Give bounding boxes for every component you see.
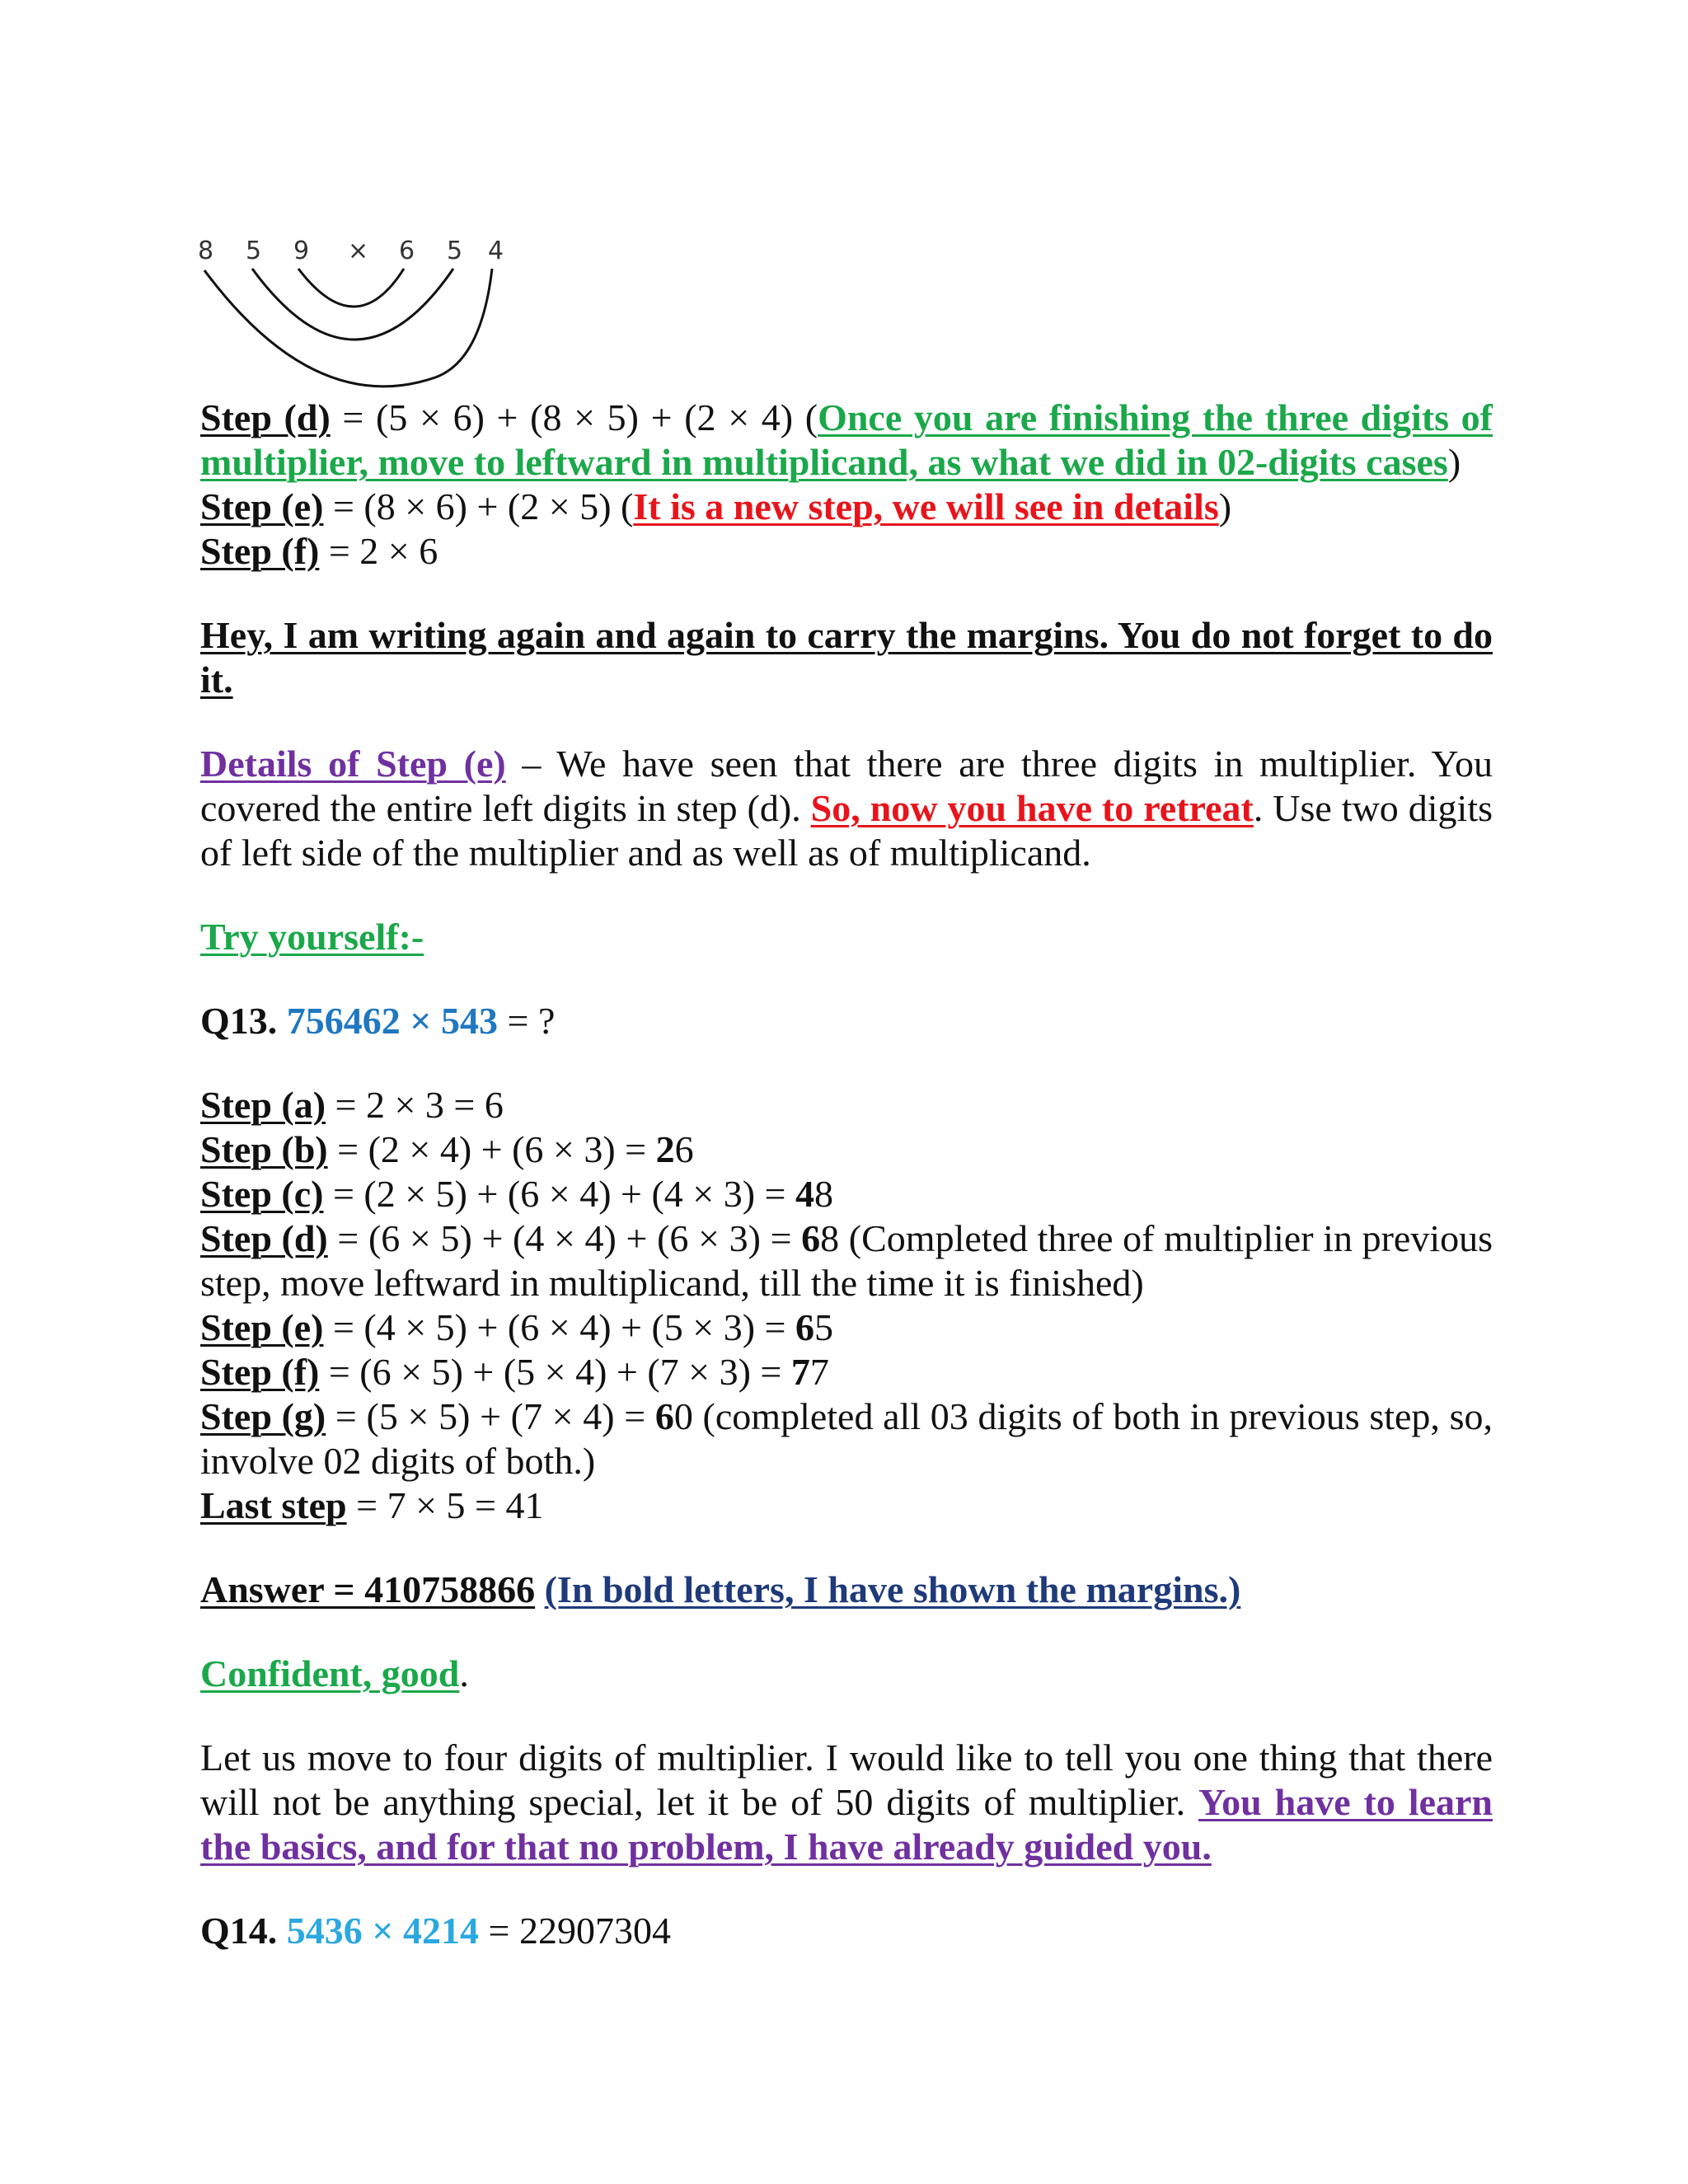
step-expression: = (6 × 5) + (5 × 4) + (7 × 3) = [319,1351,791,1393]
digit-9: 9 [293,237,310,265]
step-expression: = (5 × 5) + (7 × 4) = [326,1395,655,1437]
try-yourself-text: Try yourself:- [200,916,424,958]
digit-5b: 5 [447,237,463,265]
step-margin: 4 [795,1173,814,1215]
step-expression: = (8 × 6) + (2 × 5) ( [323,485,634,527]
confident-tail: . [459,1652,469,1694]
step-margin: 6 [654,1395,674,1437]
four-digits-highlight: You have to learn the basics, and for that no problem, I have already guided you. [200,1781,1493,1868]
intro-steps [200,396,1493,574]
four-digits-paragraph [200,1736,1493,1869]
document-body [200,396,1493,1953]
arc-inner [298,269,404,307]
step-result: 5 [814,1306,833,1348]
step-label: Step (g) [200,1395,326,1437]
reminder-text: Hey, I am writing again and again to carry the margins. You do not forget to do it. [200,614,1493,701]
step-e-line [200,485,1493,529]
step-label: Step (d) [200,1217,328,1259]
q13-step-a [200,1083,1493,1127]
answer-note: (In bold letters, I have shown the margins.) [544,1568,1241,1610]
step-result: 6 [484,1084,504,1126]
reminder-paragraph [200,613,1493,702]
answer-line [200,1568,1493,1612]
step-expression: = 2 × 3 = [326,1084,485,1126]
step-close: ) [1447,441,1461,483]
q13-step-f [200,1350,1493,1394]
arc-outer [204,269,492,387]
digit-8: 8 [198,237,214,265]
step-expression: = 2 × 6 [319,530,438,572]
q14-question [200,1909,1493,1953]
answer-label: Answer = 410758866 [200,1568,536,1610]
confident-line [200,1652,1493,1696]
step-margin: 2 [655,1128,675,1170]
step-label: Step (a) [200,1084,326,1126]
step-result: 7 [809,1351,829,1393]
q14-label: Q14. [200,1910,278,1952]
step-expression: = (4 × 5) + (6 × 4) + (5 × 3) = [323,1306,795,1348]
step-label: Step (c) [200,1173,324,1215]
q13-tail: = ? [498,1000,556,1042]
step-label: Step (e) [200,485,324,527]
times-sign: × [348,237,369,265]
step-result: 0 (completed all 03 digits of both in previous step, so, involve 02 digits of both.) [200,1395,1493,1482]
try-yourself-heading [200,915,1493,959]
details-paragraph [200,742,1493,875]
step-expression: = (6 × 5) + (4 × 4) + (6 × 3) = [327,1217,802,1259]
step-margin: 7 [790,1351,810,1393]
details-text: – We have seen that there are three digits in multiplier. You covered the entire left digits in step (d). [200,743,1493,829]
q13-steps [200,1083,1493,1528]
digit-5: 5 [246,237,262,265]
q14-answer: = 22907304 [479,1910,671,1952]
step-expression: = (5 × 6) + (8 × 5) + (2 × 4) ( [330,396,818,438]
details-highlight: So, now you have to retreat [810,787,1254,829]
q13-problem: 756462 × 543 [286,1000,498,1042]
q13-step-d [200,1216,1493,1305]
step-margin: 6 [795,1306,814,1348]
step-note: It is a new step, we will see in details [633,485,1219,527]
step-expression: = (2 × 4) + (6 × 3) = [327,1128,656,1170]
step-label: Step (b) [200,1128,328,1170]
step-close: ) [1218,485,1232,527]
step-result: 8 (Completed three of multiplier in previous step, move leftward in multiplicand, till the time it is finished) [200,1217,1493,1304]
step-f-line [200,529,1493,574]
q13-step-b [200,1127,1493,1172]
step-result: 8 [814,1173,833,1215]
step-label: Step (f) [200,530,320,572]
q13-last-step [200,1483,1493,1528]
step-label: Step (f) [200,1351,320,1393]
step-margin: 6 [801,1217,821,1259]
step-note: Once you are finishing the three digits of multiplier, move to leftward in multiplicand, as what we did in 02-digits cases [200,396,1493,483]
q13-step-e [200,1305,1493,1350]
four-digits-text: Let us move to four digits of multiplier. I would like to tell you one thing that there will not be anything special, let it be of 50 digits of multiplier. [200,1736,1493,1823]
step-label: Last step [200,1484,347,1526]
cross-multiplication-diagram [191,229,521,394]
step-d-line [200,396,1493,485]
step-label: Step (e) [200,1306,324,1348]
arc-middle [252,269,453,340]
q14-problem: 5436 × 4214 [286,1910,479,1952]
q13-step-c [200,1172,1493,1216]
confident-text: Confident, good [200,1652,460,1694]
step-expression: = 7 × 5 = 41 [346,1484,544,1526]
step-label: Step (d) [200,396,331,438]
q13-step-g [200,1394,1493,1483]
details-label: Details of Step (e) [200,743,506,785]
digit-6: 6 [399,237,415,265]
digit-4: 4 [488,237,504,265]
q13-question [200,999,1493,1043]
q13-label: Q13. [200,1000,278,1042]
details-text-end: . Use two digits of left side of the multiplier and as well as of multiplicand. [200,787,1493,874]
step-result: 6 [674,1128,694,1170]
step-expression: = (2 × 5) + (6 × 4) + (4 × 3) = [323,1173,795,1215]
